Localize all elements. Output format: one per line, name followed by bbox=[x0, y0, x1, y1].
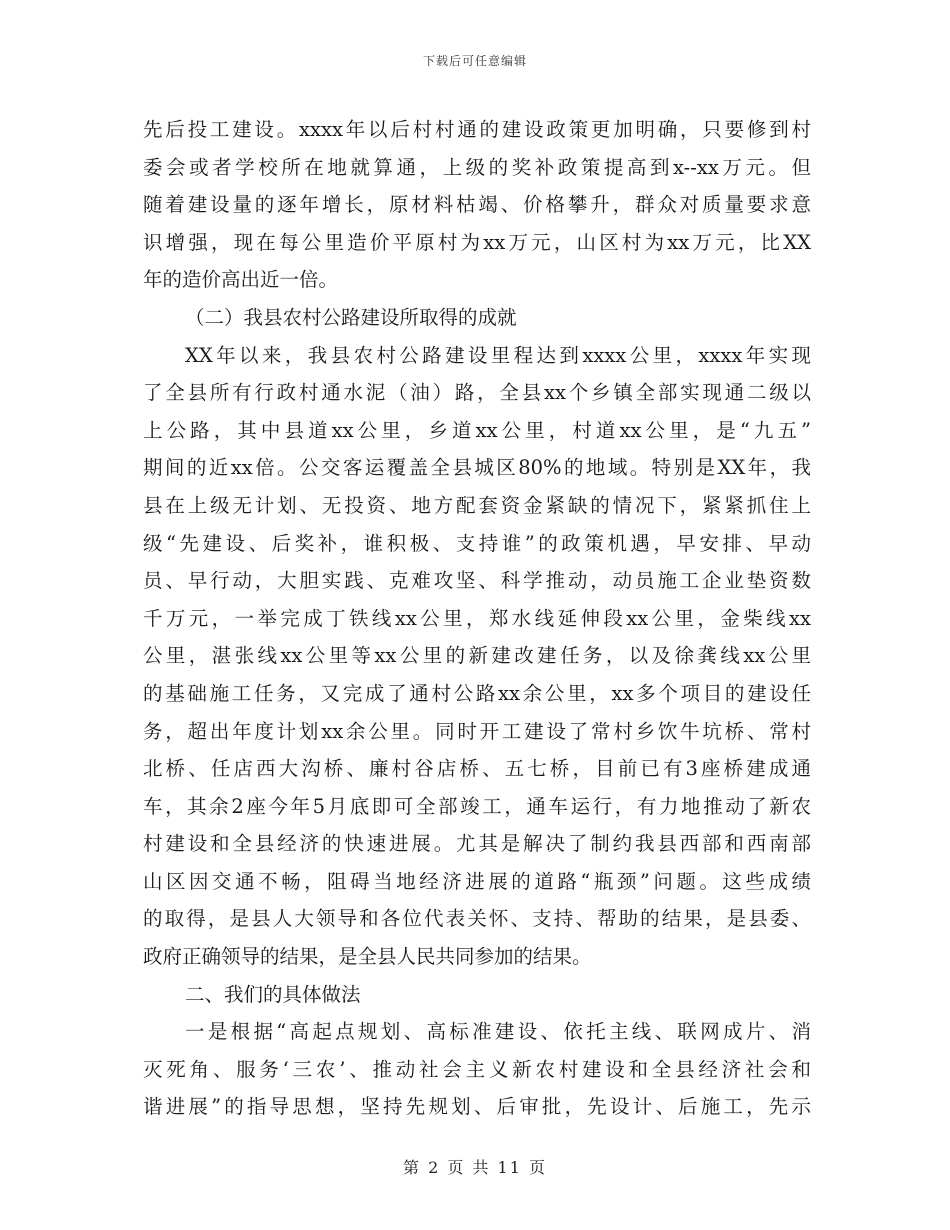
text-line: 上公路，其中县道xx公里，乡道xx公里，村道xx公里，是“九五” bbox=[143, 418, 811, 442]
text-line: 公里，湛张线xx公里等xx公里的新建改建任务，以及徐龚线xx公里 bbox=[143, 644, 811, 668]
text-line: 年的造价高出近一倍。 bbox=[143, 268, 339, 292]
text-line: 政府正确领导的结果，是全县人民共同参加的结果。 bbox=[143, 945, 592, 969]
text-line: 级“先建设、后奖补，谁积极、支持谁”的政策机遇，早安排、早动 bbox=[143, 531, 811, 555]
text-line: 了全县所有行政村通水泥（油）路，全县xx个乡镇全部实现通二级以 bbox=[143, 381, 811, 405]
text-line: 灭死角、服务‘三农’、推动社会主义新农村建设和全县经济社会和 bbox=[143, 1057, 811, 1081]
text-line: 务，超出年度计划xx余公里。同时开工建设了常村乡饮牛坑桥、常村 bbox=[143, 719, 811, 743]
text-line: 县在上级无计划、无投资、地方配套资金紧缺的情况下，紧紧抓住上 bbox=[143, 493, 811, 517]
text-line: 千万元，一举完成丁铁线xx公里，郑水线延伸段xx公里，金柴线xx bbox=[143, 606, 811, 630]
text-line: 的取得，是县人大领导和各位代表关怀、支持、帮助的结果，是县委、 bbox=[143, 907, 811, 931]
text-line: 一是根据“高起点规划、高标准建设、依托主线、联网成片、消 bbox=[185, 1020, 811, 1044]
document-body bbox=[143, 111, 811, 1126]
page-header-note: 下载后可任意编辑 bbox=[422, 54, 527, 68]
text-line: 随着建设量的逐年增长，原材料枯竭、价格攀升，群众对质量要求意 bbox=[143, 193, 811, 217]
page-footer: 第 2 页 共 11 页 bbox=[403, 1158, 547, 1177]
text-line: （二）我县农村公路建设所取得的成就 bbox=[185, 305, 517, 329]
text-line: 二、我们的具体做法 bbox=[185, 982, 361, 1006]
text-line: 的基础施工任务，又完成了通村公路xx余公里，xx多个项目的建设任 bbox=[143, 681, 811, 705]
text-line: 北桥、任店西大沟桥、廉村谷店桥、五七桥，目前已有3座桥建成通 bbox=[143, 757, 811, 781]
text-line: 谐进展”的指导思想，坚持先规划、后审批，先设计、后施工，先示 bbox=[143, 1095, 811, 1119]
text-line: 员、早行动，大胆实践、克难攻坚、科学推动，动员施工企业垫资数 bbox=[143, 569, 811, 593]
text-line: 车，其余2座今年5月底即可全部竣工，通车运行，有力地推动了新农 bbox=[143, 794, 811, 818]
text-line: XX年以来，我县农村公路建设里程达到xxxx公里，xxxx年实现 bbox=[185, 343, 811, 367]
text-line: 村建设和全县经济的快速进展。尤其是解决了制约我县西部和西南部 bbox=[143, 832, 811, 856]
text-line: 委会或者学校所在地就算通，上级的奖补政策提高到x--xx万元。但 bbox=[143, 155, 811, 179]
text-line: 期间的近xx倍。公交客运覆盖全县城区80%的地域。特别是XX年，我 bbox=[143, 456, 811, 480]
text-line: 识增强，现在每公里造价平原村为xx万元，山区村为xx万元，比XX bbox=[143, 230, 811, 254]
text-line: 先后投工建设。xxxx年以后村村通的建设政策更加明确，只要修到村 bbox=[143, 118, 811, 141]
text-line: 山区因交通不畅，阻碍当地经济进展的道路“瓶颈”问题。这些成绩 bbox=[143, 869, 811, 893]
